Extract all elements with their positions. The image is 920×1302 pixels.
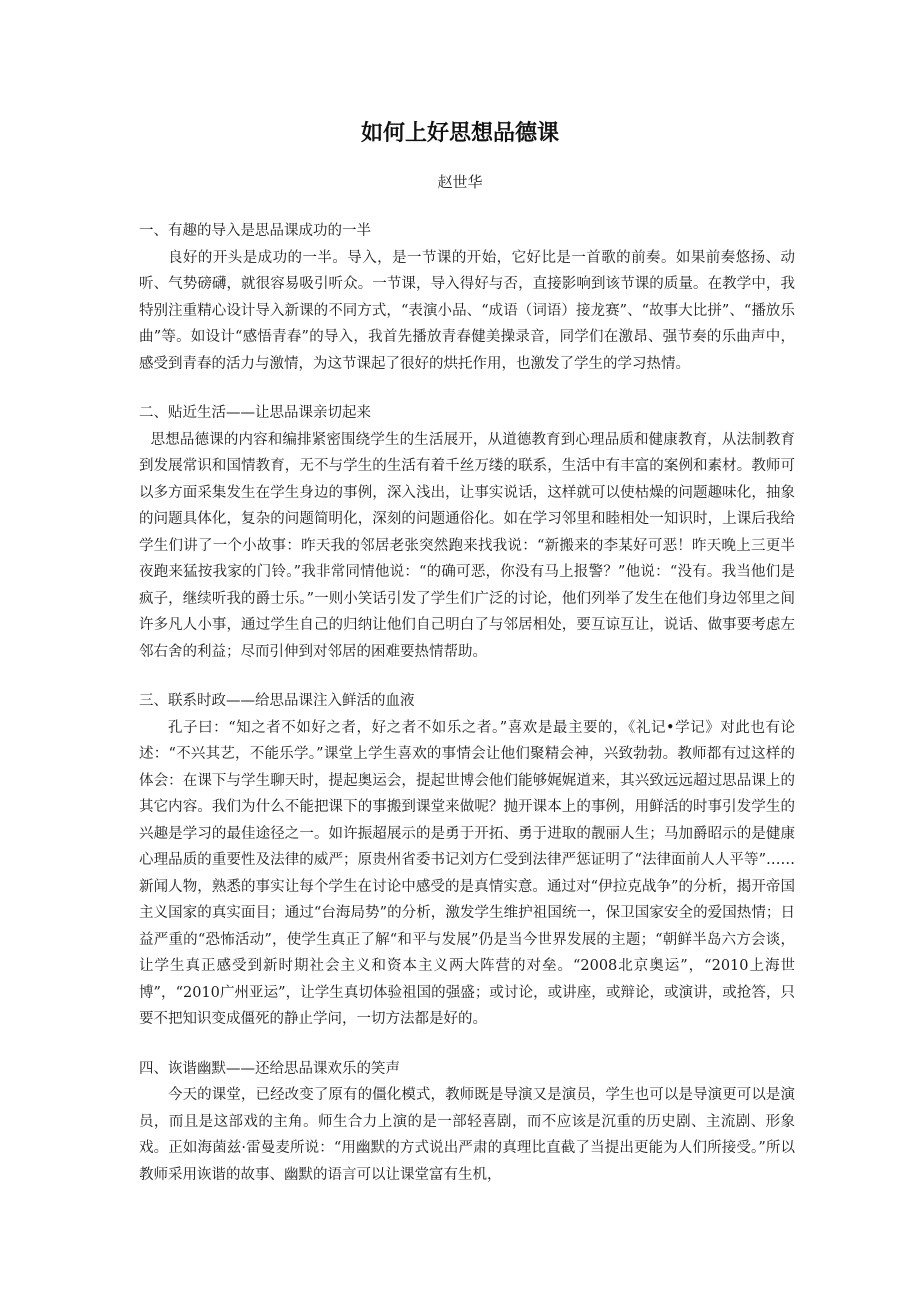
section-paragraph: 孔子曰：“知之者不如好之者，好之者不如乐之者。”喜欢是最主要的，《礼记•学记》对此也有论述：“不兴其艺，不能乐学。”课堂上学生喜欢的事情会让他们聚精会神，兴致勃勃。教师都有过这样的体会：在课下与学生聊天时，提起奥运会，提起世博会他们能够娓娓道来，其兴致远远超过思品课上的其它内容。我们为什么不能把课下的事搬到课堂来做呢？抛开课本上的事例，用鲜活的时事引发学生的兴趣是学习的最佳途径之一。如许振超展示的是勇于开拓、勇于进取的靓丽人生；马加爵昭示的是健康心理品质的重要性及法律的威严；原贵州省委书记刘方仁受到法律严惩证明了“法律面前人人平等”……新闻人物，熟悉的事实让每个学生在讨论中感受的是真情实意。通过对“伊拉克战争”的分析，揭开帝国主义国家的真实面目；通过“台海局势”的分析，激发学生维护祖国统一，保卫国家安全的爱国热情；日益严重的“恐怖活动”，使学生真正了解“和平与发展”仍是当今世界发展的主题；“朝鲜半岛六方会谈，让学生真正感受到新时期社会主义和资本主义两大阵营的对垒。“2008北京奥运”，“2010上海世博”，“2010广州亚运”，让学生真切体验祖国的强盛；或讨论，或讲座，或辩论，或演讲，或抢答，只要不把知识变成僵死的静止学问，一切方法都是好的。 — [139, 719, 795, 1027]
section-2 — [139, 400, 795, 665]
section-1 — [139, 218, 795, 377]
section-heading: 一、有趣的导入是思品课成功的一半 — [139, 223, 371, 239]
section-4 — [139, 1056, 795, 1189]
section-3 — [139, 688, 795, 1033]
section-paragraph: 今天的课堂，已经改变了原有的僵化模式，教师既是导演又是演员，学生也可以是导演更可以是演员，而且是这部戏的主角。师生合力上演的是一部轻喜剧，而不应该是沉重的历史剧、主流剧、形象戏。正如海菌兹·雷曼麦所说：“用幽默的方式说出严肃的真理比直截了当提出更能为人们所接受。”所以教师采用诙谐的故事、幽默的语言可以让课堂富有生机， — [139, 1087, 795, 1183]
section-heading: 四、诙谐幽默——还给思品课欢乐的笑声 — [139, 1060, 400, 1077]
section-paragraph: 思想品德课的内容和编排紧密围绕学生的生活展开，从道德教育到心理品质和健康教育，从法制教育到发展常识和国情教育，无不与学生的生活有着千丝万缕的联系，生活中有丰富的案例和素材。教师可以多方面采集发生在学生身边的事例，深入浅出，让事实说话，这样就可以使枯燥的问题趣味化，抽象的问题具体化，复杂的问题简明化，深刻的问题通俗化。如在学习邻里和睦相处一知识时，上课后我给学生们讲了一个小故事：昨天我的邻居老张突然跑来找我说：“新搬来的李某好可恶！昨天晚上三更半夜跑来猛按我家的门铃。”我非常同情他说：“的确可恶，你没有马上报警？”他说：“没有。我当他们是疯子，继续听我的爵士乐。”一则小笑话引发了学生们广泛的讨论，他们列举了发生在他们身边邻里之间许多凡人小事，通过学生自己的归纳让他们自己明白了与邻居相处，要互谅互让，说话、做事要考虑左邻右舍的利益；尽而引伸到对邻居的困难要热情帮助。 — [139, 431, 795, 660]
document-body — [139, 218, 795, 1188]
section-heading: 二、贴近生活——让思品课亲切起来 — [139, 405, 371, 421]
section-heading: 三、联系时政——给思品课注入鲜活的血液 — [139, 693, 415, 709]
document-author: 赵世华 — [437, 173, 483, 191]
section-paragraph: 良好的开头是成功的一半。导入，是一节课的开始，它好比是一首歌的前奏。如果前奏悠扬、动听、气势磅礴，就很容易吸引听众。一节课，导入得好与否，直接影响到该节课的质量。在教学中，我特别注重精心设计导入新课的不同方式，“表演小品、“成语（词语）接龙赛”、“故事大比拼”、“播放乐曲”等。如设计“感悟青春”的导入，我首先播放青春健美操录音，同学们在激昂、强节奏的乐曲声中，感受到青春的活力与激情，为这节课起了很好的烘托作用，也激发了学生的学习热情。 — [139, 249, 795, 372]
document-title: 如何上好思想品德课 — [360, 121, 559, 146]
